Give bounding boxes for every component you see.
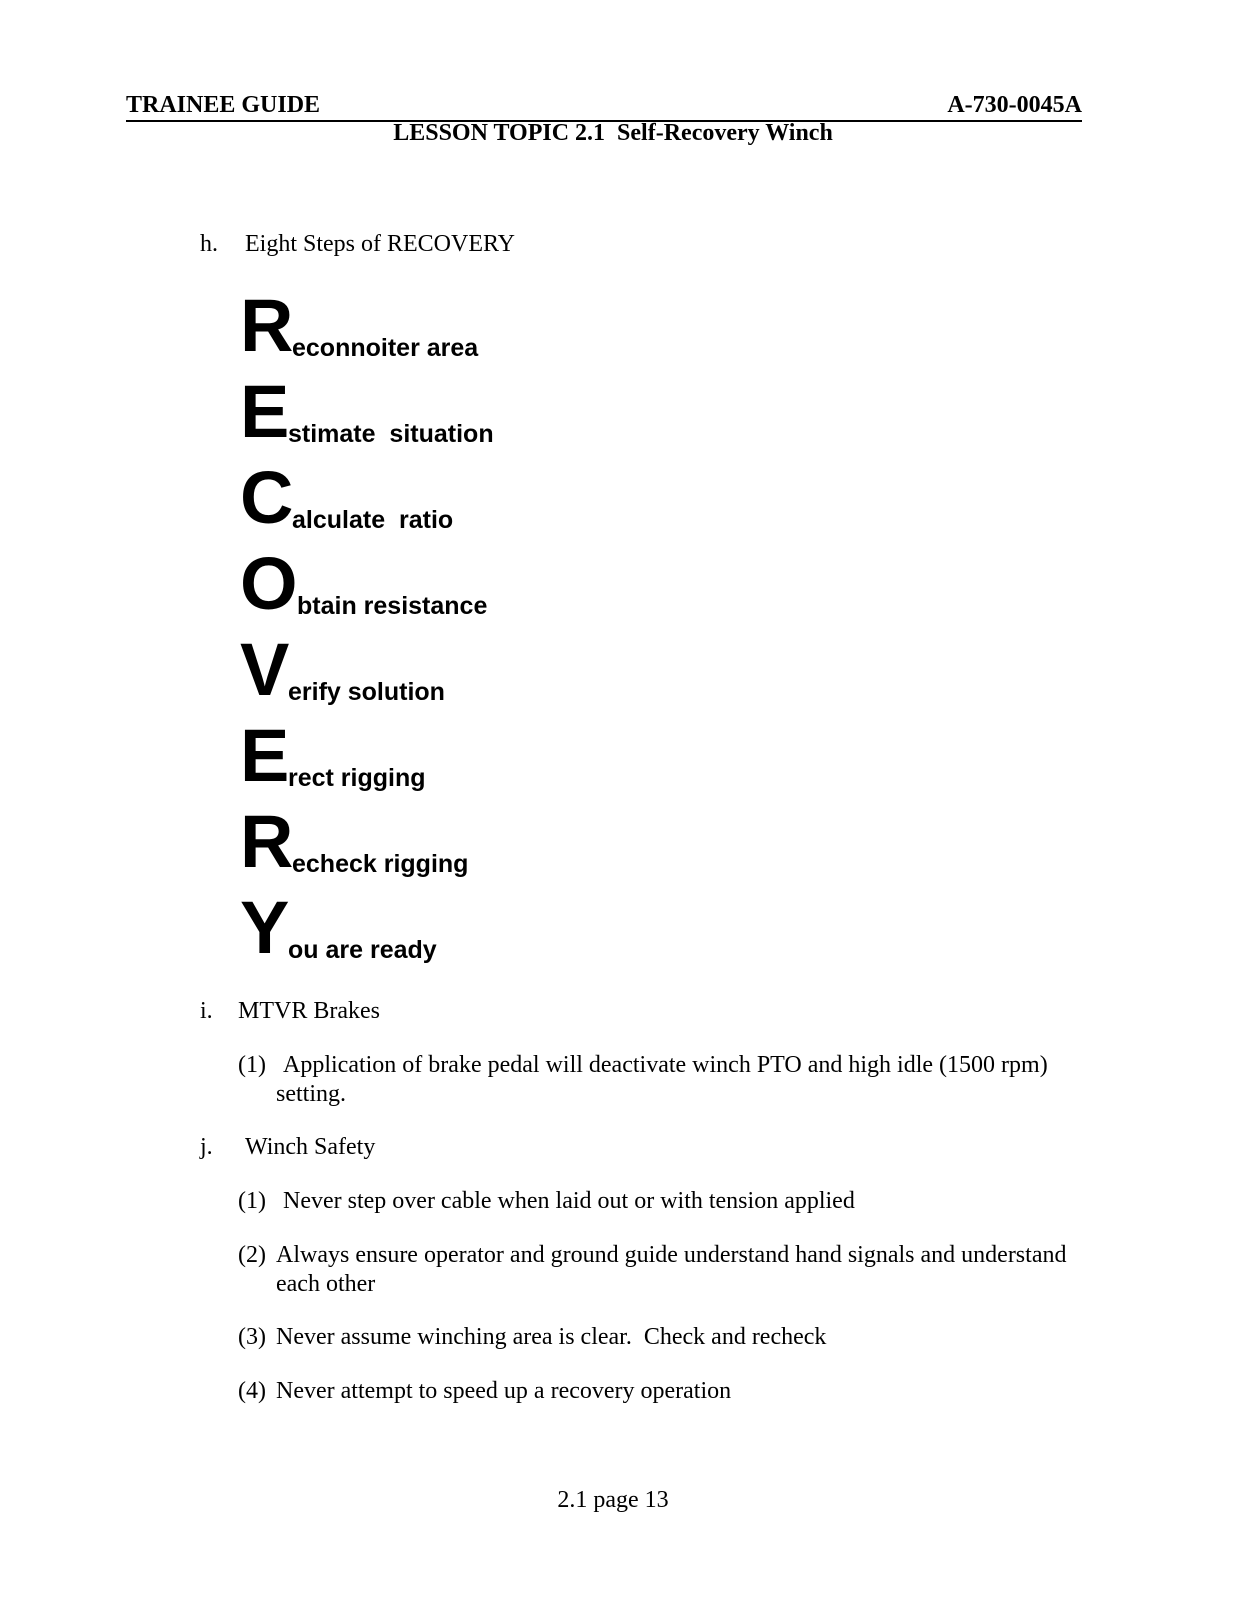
list-item-text: Application of brake pedal will deactivate winch PTO and high idle (1500 rpm)	[283, 1052, 1048, 1078]
list-item-text-continued: setting.	[276, 1081, 346, 1107]
recovery-step	[240, 541, 488, 625]
list-item-number: (2)	[238, 1242, 266, 1268]
step-text: erify solution	[288, 678, 445, 706]
step-text: echeck rigging	[292, 850, 469, 878]
list-item-text: Never assume winching area is clear. Check and recheck	[276, 1324, 827, 1350]
step-letter: V	[240, 628, 290, 711]
recovery-step	[240, 627, 445, 711]
recovery-step	[240, 455, 454, 539]
list-item-text: Never attempt to speed up a recovery operation	[276, 1378, 732, 1404]
document-number: A-730-0045A	[947, 92, 1082, 118]
section-i-marker: i.	[200, 998, 213, 1024]
list-item-number: (1)	[238, 1188, 266, 1214]
recovery-step	[240, 713, 426, 797]
step-text: alculate ratio	[292, 506, 454, 534]
recovery-step	[240, 885, 437, 969]
step-letter: E	[240, 370, 290, 453]
step-text: ou are ready	[288, 936, 437, 964]
step-text: rect rigging	[288, 764, 426, 792]
step-letter: E	[240, 714, 290, 797]
section-h-title: Eight Steps of RECOVERY	[245, 231, 516, 257]
recovery-step	[240, 369, 494, 453]
lesson-topic: LESSON TOPIC 2.1 Self-Recovery Winch	[393, 120, 833, 146]
list-item-text-continued: each other	[276, 1271, 376, 1297]
step-letter: C	[240, 456, 294, 539]
step-text: stimate situation	[288, 420, 494, 448]
step-letter: Y	[240, 886, 290, 969]
step-text: btain resistance	[297, 592, 488, 620]
list-item-number: (4)	[238, 1378, 266, 1404]
header-title: TRAINEE GUIDE	[126, 92, 321, 118]
section-j-marker: j.	[200, 1134, 213, 1160]
step-letter: R	[240, 284, 294, 367]
recovery-step	[240, 799, 469, 883]
section-i-title: MTVR Brakes	[238, 998, 380, 1024]
section-h-marker: h.	[200, 231, 218, 257]
recovery-step	[240, 283, 479, 367]
list-item-text: Never step over cable when laid out or with tension applied	[283, 1188, 855, 1214]
section-j-title: Winch Safety	[245, 1134, 376, 1160]
list-item-number: (3)	[238, 1324, 266, 1350]
list-item-number: (1)	[238, 1052, 266, 1078]
page-number: 2.1 page 13	[557, 1487, 669, 1513]
list-item-text: Always ensure operator and ground guide understand hand signals and understand	[276, 1242, 1067, 1268]
step-letter: R	[240, 800, 294, 883]
step-text: econnoiter area	[292, 334, 479, 362]
step-letter: O	[240, 542, 298, 625]
